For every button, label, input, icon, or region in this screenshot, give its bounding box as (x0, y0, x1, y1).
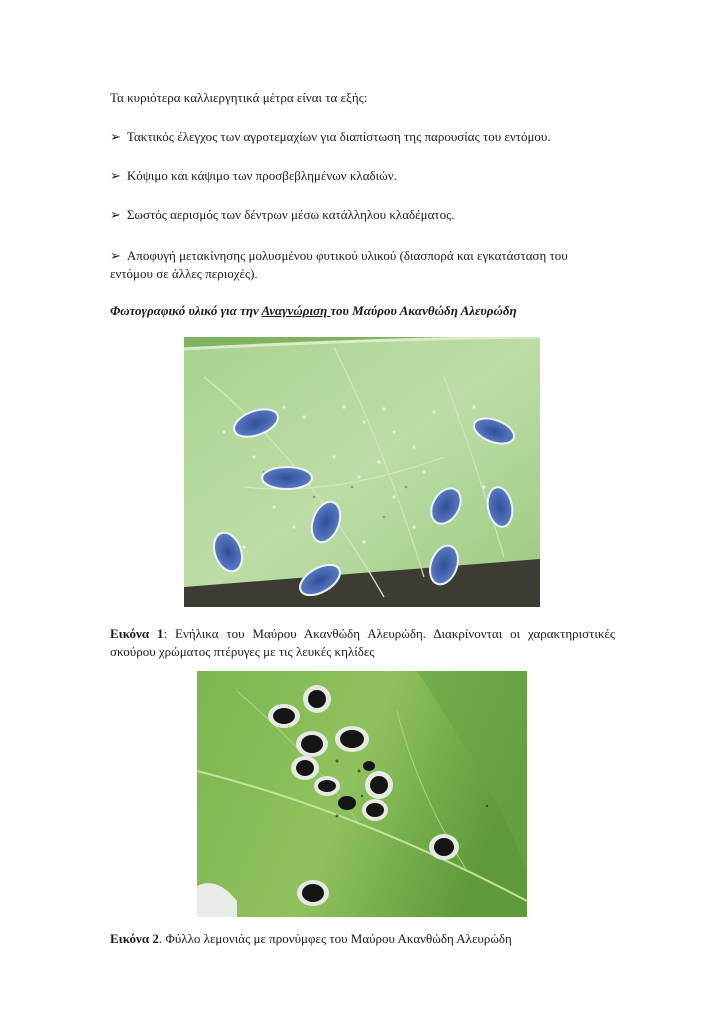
whitefly-adults-photo (184, 337, 540, 607)
arrow-bullet-icon: ➢ (110, 168, 121, 183)
larva (335, 726, 369, 752)
heading-part: Φωτογραφικό υλικό για την (110, 303, 262, 318)
heading-underlined-part: Αναγνώριση (261, 303, 331, 318)
larva (303, 685, 331, 713)
figure1-label: Εικόνα 1 (110, 626, 164, 641)
intro-text: Τα κυριότερα καλλιεργητικά μέτρα είναι τα εξής: (110, 90, 368, 105)
bullet-text: Αποφυγή μετακίνησης μολυσμένου φυτικού υλικού (διασπορά και εγκατάσταση του εντόμου σε άλλες περιοχές). (110, 248, 568, 281)
larva (363, 761, 375, 771)
bullet-text: Κόψιμο και κάψιμο των προσβεβλημένων κλαδιών. (126, 168, 397, 183)
bullet-item (110, 167, 610, 185)
leaf-adults-illustration (184, 337, 540, 607)
bullet-item (110, 128, 610, 146)
larva (314, 776, 340, 796)
figure1-caption (110, 625, 615, 661)
arrow-bullet-icon: ➢ (110, 129, 121, 144)
figure2-caption (110, 930, 610, 948)
bullet-item (110, 247, 610, 283)
whitefly-adult (262, 467, 312, 489)
larva (297, 880, 329, 906)
larva (296, 731, 328, 757)
photo-section-heading (110, 302, 610, 320)
larva (338, 796, 356, 810)
bullet-text: Σωστός αερισμός των δέντρων μέσω κατάλληλου κλαδέματος. (126, 207, 455, 222)
lemon-leaf-larvae-photo (197, 671, 527, 917)
bullet-item (110, 206, 610, 224)
larva (365, 771, 393, 799)
larva (291, 756, 319, 780)
figure2-label: Εικόνα 2 (110, 931, 159, 946)
larva (429, 834, 459, 860)
larva (362, 799, 388, 821)
bullet-text: Τακτικός έλεγχος των αγροτεμαχίων για διαπίστωση της παρουσίας του εντόμου. (126, 129, 551, 144)
heading-part: του Μαύρου Ακανθώδη Αλευρώδη (330, 303, 517, 318)
figure2-caption-text: . Φύλλο λεμονιάς με προνύμφες του Μαύρου Ακανθώδη Αλευρώδη (158, 931, 512, 946)
leaf-larvae-illustration (197, 671, 527, 917)
arrow-bullet-icon: ➢ (110, 207, 121, 222)
arrow-bullet-icon: ➢ (110, 248, 121, 263)
larva (268, 704, 300, 728)
figure1-caption-text: : Ενήλικα του Μαύρου Ακανθώδη Αλευρώδη. Διακρίνονται οι χαρακτηριστικές σκούρου χρώματος πτέρυγες με τις λευκές κηλίδες (110, 626, 615, 659)
